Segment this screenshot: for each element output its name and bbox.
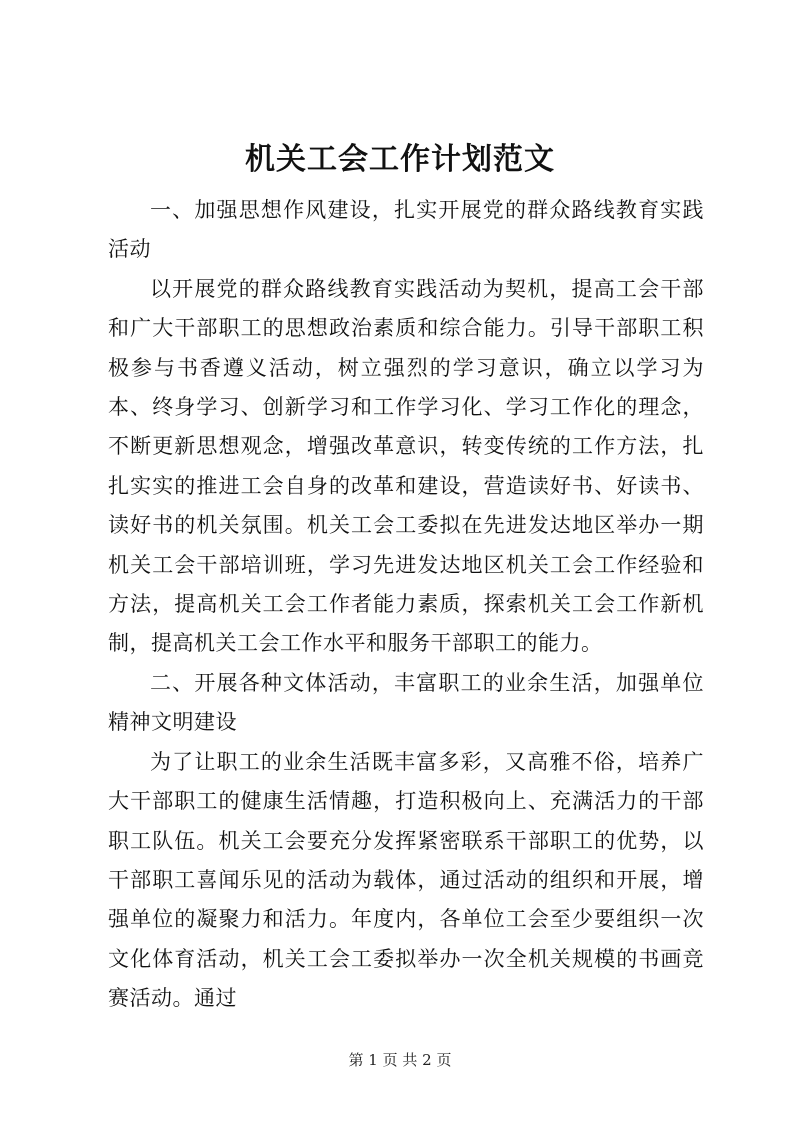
page-footer: 第 1 页 共 2 页 [348, 1051, 452, 1069]
document-title: 机关工会工作计划范文 [245, 142, 555, 177]
body-paragraph-2: 为了让职工的业余生活既丰富多彩，又高雅不俗，培养广大干部职工的健康生活情趣，打造积极向上、充满活力的干部职工队伍。机关工会要充分发挥紧密联系干部职工的优势，以干部职工喜闻乐见的活动为载体，通过活动的组织和开展，增强单位的凝聚力和活力。年度内，各单位工会至少要组织一次文化体育活动，机关工会工委拟举办一次全机关规模的书画竞赛活动。通过 [108, 749, 704, 1011]
body-paragraph-1: 以开展党的群众路线教育实践活动为契机，提高工会干部和广大干部职工的思想政治素质和综合能力。引导干部职工积极参与书香遵义活动，树立强烈的学习意识，确立以学习为本、终身学习、创新学习和工作学习化、学习工作化的理念，不断更新思想观念，增强改革意识，转变传统的工作方法，扎扎实实的推进工会自身的改革和建设，营造读好书、好读书、读好书的机关氛围。机关工会工委拟在先进发达地区举办一期机关工会干部培训班，学习先进发达地区机关工会工作经验和方法，提高机关工会工作者能力素质，探索机关工会工作新机制，提高机关工会工作水平和服务干部职工的能力。 [108, 276, 704, 656]
section-heading-2: 二、开展各种文体活动，丰富职工的业余生活，加强单位精神文明建设 [108, 670, 704, 735]
document-body [108, 191, 704, 1019]
section-heading-1: 一、加强思想作风建设，扎实开展党的群众路线教育实践活动 [108, 198, 704, 262]
